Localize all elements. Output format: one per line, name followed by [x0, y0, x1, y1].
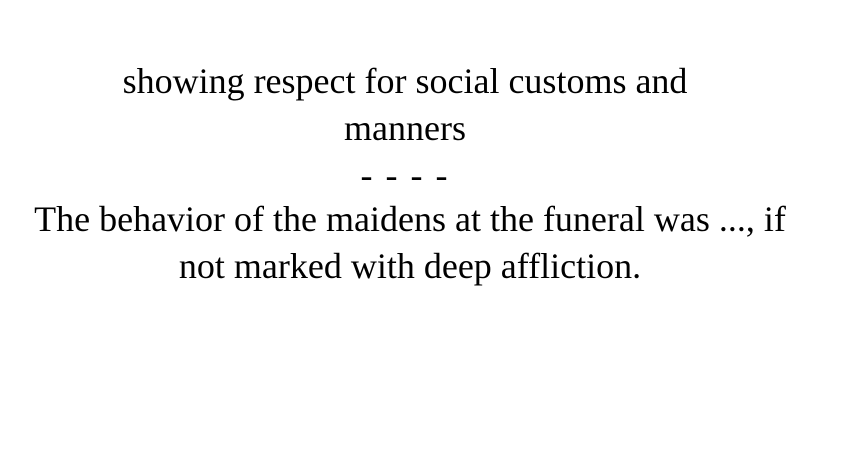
- separator: - - - -: [360, 155, 450, 195]
- definition-text: showing respect for social customs and manners: [122, 61, 688, 148]
- example-sentence: The behavior of the maidens at the funeral was ..., if not marked with deep affliction.: [34, 199, 786, 286]
